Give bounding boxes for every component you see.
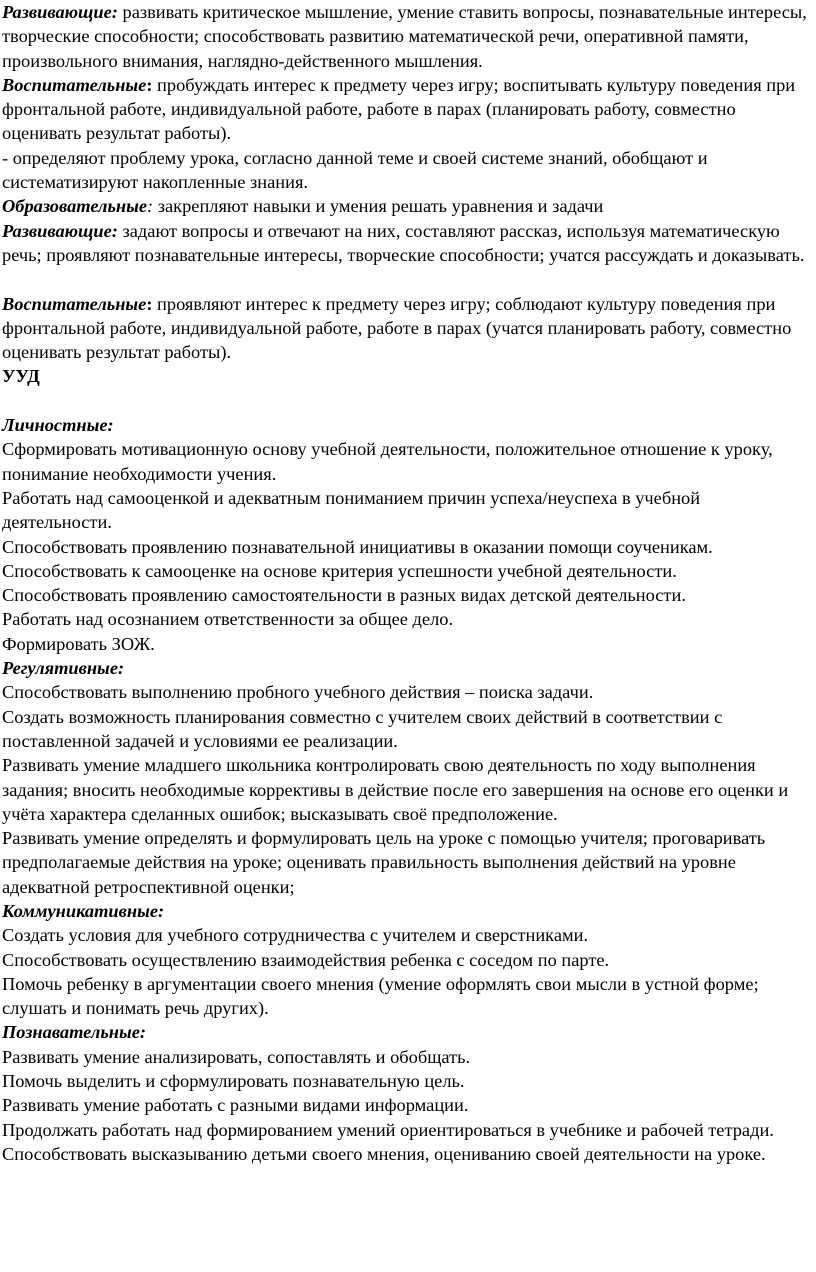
result-educational-label: Образовательные [2, 196, 148, 217]
result-educational [2, 194, 814, 218]
goal-upbringing-label: Воспитательные [2, 74, 147, 95]
goal-upbringing-colon: : [146, 74, 153, 95]
personal-item: Работать над осознанием ответственности за общее дело. [2, 609, 454, 630]
blank-line [2, 389, 814, 413]
result-upbringing-text: проявляют интерес к предмету через игру; соблюдают культуру поведения при фронтальной работе, индивидуальной работе, работе в парах (учатся планировать работу, совместно оценивать результат работы). [2, 293, 792, 363]
regulatory-item: Развивать умение определять и формулировать цель на уроке с помощью учителя; проговаривать предполагаемые действия на уроке; оценивать правильность выполнения действий на уровне адекватной ретроспективной оценки; [2, 828, 766, 897]
goal-upbringing-text: пробуждать интерес к предмету через игру; воспитывать культуру поведения при фронтальной работе, индивидуальной работе, работе в парах (планировать работу, совместно оценивать результат работы). [2, 74, 796, 144]
regulatory-item: Способствовать выполнению пробного учебного действия – поиска задачи. [2, 682, 594, 703]
personal-item: Способствовать проявлению познавательной инициативы в оказании помощи соученикам. [2, 536, 713, 557]
communicative-item: Способствовать осуществлению взаимодействия ребенка с соседом по парте. [2, 949, 610, 970]
problem-line: - определяют проблему урока, согласно данной теме и своей системе знаний, обобщают и систематизируют накопленные знания. [2, 147, 708, 193]
personal-item: Способствовать проявлению самостоятельности в разных видах детской деятельности. [2, 585, 686, 606]
result-educational-text: закрепляют навыки и умения решать уравнения и задачи [153, 196, 604, 217]
goal-upbringing [2, 73, 814, 146]
personal-item: Сформировать мотивационную основу учебной деятельности, положительное отношение к уроку, понимание необходимости учения. [2, 439, 773, 484]
cognitive-item: Продолжать работать над формированием умений ориентироваться в учебнике и рабочей тетради. [2, 1119, 774, 1140]
communicative-item: Создать условия для учебного сотрудничества с учителем и сверстниками. [2, 925, 589, 946]
communicative-item: Помочь ребенку в аргументации своего мнения (умение оформлять свои мысли в устной форме; слушать и понимать речь других). [2, 973, 759, 1019]
personal-item: Работать над самооценкой и адекватным пониманием причин успеха/неуспеха в учебной деятельности. [2, 487, 701, 533]
result-upbringing-label: Воспитательные [2, 293, 147, 314]
uud-heading: УУД [2, 366, 40, 387]
blank-line [2, 267, 814, 291]
cognitive-item: Развивать умение анализировать, сопоставлять и обобщать. [2, 1046, 471, 1067]
personal-item: Способствовать к самооценке на основе критерия успешности учебной деятельности. [2, 560, 677, 581]
regulatory-item: Создать возможность планирования совместно с учителем своих действий в соответствии с поставленной задачей и условиями ее реализации. [2, 706, 723, 751]
goal-developing-label: Развивающие: [2, 2, 118, 22]
goal-developing [2, 0, 814, 73]
result-developing [2, 219, 814, 268]
result-educational-colon: : [147, 196, 154, 217]
cognitive-label: Познавательные: [2, 1022, 146, 1043]
cognitive-item: Способствовать высказыванию детьми своего мнения, оцениванию своей деятельности на уроке. [2, 1143, 766, 1164]
result-upbringing [2, 292, 814, 365]
result-upbringing-colon: : [146, 293, 153, 314]
regulatory-item: Развивать умение младшего школьника контролировать свою деятельность по ходу выполнения задания; вносить необходимые коррективы в действие после его завершения на основе его оценки и учёта характера сделанных ошибок; высказывать своё предположение. [2, 755, 789, 824]
communicative-label: Коммуникативные: [2, 900, 165, 921]
personal-label: Личностные: [2, 415, 114, 436]
result-developing-label: Развивающие: [2, 220, 118, 241]
regulatory-label: Регулятивные: [2, 658, 125, 679]
goal-developing-text: развивать критическое мышление, умение ставить вопросы, познавательные интересы, творческие способности; способствовать развитию математической речи, оперативной памяти, произвольного внимания, наглядно-действенного мышления. [2, 2, 807, 71]
personal-item: Формировать ЗОЖ. [2, 633, 155, 654]
cognitive-item: Развивать умение работать с разными видами информации. [2, 1095, 469, 1116]
result-developing-text: задают вопросы и отвечают на них, составляют рассказ, используя математическую речь; проявляют познавательные интересы, творческие способности; учатся рассуждать и доказывать. [2, 220, 805, 265]
cognitive-item: Помочь выделить и сформулировать познавательную цель. [2, 1071, 465, 1092]
